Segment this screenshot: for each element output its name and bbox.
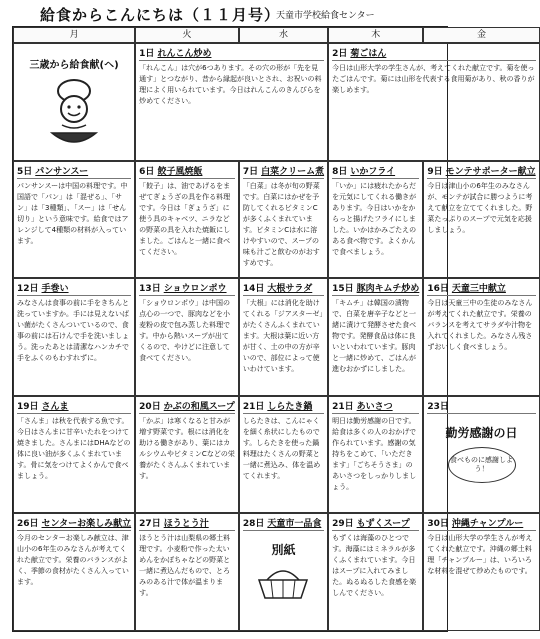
- dish-description: パンサンスーは中国の料理です。中国語で「パン」は「混ぜる」、「サン」は「3種類」、「スー」は「せん切り」という意味です。給食ではアレンジして4種類の材料が入っています。: [17, 181, 129, 245]
- dish-description: 今日は山形大学の学生さんが考えてくれた献立です。沖縄の郷土料理「チャンプルー」は、いろいろな材料を混ぜて炒めたものです。: [427, 534, 533, 576]
- weekday-header: 木: [328, 27, 423, 43]
- dish-name: 天童三中献立: [451, 284, 506, 295]
- dish-name: 餃子風焼飯: [157, 166, 203, 177]
- day-number: 14日: [242, 284, 265, 295]
- dish-name: 大根サラダ: [267, 284, 313, 295]
- menu-cell: [239, 396, 328, 514]
- dish-description: 今日は天童三中の生徒のみなさんが考えてくれた献立です。栄養のバランスを考えてサラダや汁物を入れてくれました。みなさん残さずおいしく食べましょう。: [427, 299, 533, 352]
- dish-description: みなさんは食事の前に手をきちんと洗っていますか。手には見えないばい菌がたくさんついているので、食事の前には石けんで手を洗いましょう。洗ったあとは清潔なハンカチで手をふくのもわすれずに。: [17, 299, 129, 363]
- menu-cell: [135, 513, 239, 631]
- page-title: 給食からこんにちは（１１月号）: [40, 6, 281, 24]
- dish-description: 「かぶ」は寒くなると甘みが増す野菜です。根には消化を助ける働きがあり、葉にはカルシウムやビタミンCなどの栄養がたくさんふくまれています。: [139, 416, 235, 480]
- dish-name: さんま: [41, 401, 69, 412]
- mascot-banner: 三歳から給食献(ヘ): [29, 60, 119, 72]
- dish-name: あいさつ: [356, 401, 393, 412]
- day-number: 9日: [427, 166, 443, 177]
- weekday-header: 水: [239, 27, 328, 43]
- day-number: 2日: [332, 49, 348, 59]
- menu-cell: [239, 161, 328, 279]
- dish-description: 「さんま」は秋を代表する魚です。今日はさんまに甘辛いたれをつけて焼きました。さんまにはDHAなどの体に良い油が多くふくまれています。骨に気をつけてよくかんで食べましょう。: [17, 416, 131, 480]
- holiday-name: 勤労感謝の日: [445, 425, 518, 440]
- dish-name: 菊ごはん: [350, 49, 387, 59]
- day-number: 28日: [242, 519, 265, 530]
- day-number: 20日: [139, 401, 161, 412]
- day-number: 27日: [139, 519, 161, 530]
- day-number: 26日: [17, 519, 39, 530]
- dish-name: いかフライ: [350, 166, 396, 177]
- dish-name: 天童市一品食: [267, 519, 322, 530]
- dish-description: 明日は勤労感謝の日です。給食は多くの人のおかげで作られています。感謝の気持ちをこめて、「いただきます」「ごちそうさま」のあいさつをしっかりしましょう。: [332, 416, 417, 491]
- dish-description: 「大根」には消化を助けてくれる「ジアスターゼ」がたくさんふくまれています。大根は葉に近い方が甘く、土の中の方が辛いので、部位によって使いわけています。: [242, 299, 323, 374]
- day-number: 30日: [427, 519, 449, 530]
- menu-cell: [135, 396, 239, 514]
- chef-mascot-icon: [34, 71, 114, 151]
- menu-cell: [328, 161, 423, 279]
- menu-cell: [13, 278, 135, 396]
- menu-cell: [328, 43, 540, 161]
- day-number: 19日: [17, 401, 39, 412]
- day-number: 21日: [332, 401, 354, 412]
- menu-cell: [13, 513, 135, 631]
- menu-cell: [135, 161, 239, 279]
- dish-name: 手巻い: [41, 284, 69, 295]
- school-name: 天童市学校給食センター: [276, 11, 375, 21]
- day-number: 15日: [332, 284, 354, 295]
- dish-name: モンテサポーター献立: [445, 166, 536, 177]
- dish-name: もずくスープ: [356, 519, 410, 530]
- day-number: 13日: [139, 284, 161, 295]
- dish-name: しらたき鍋: [267, 401, 313, 412]
- day-number: 21日: [242, 401, 265, 412]
- day-number: 29日: [332, 519, 354, 530]
- dish-name: れんこん炒め: [157, 49, 212, 59]
- menu-cell: [328, 513, 423, 631]
- menu-cell: [135, 278, 239, 396]
- dish-description: もずくは海藻のひとつです。海藻にはミネラルが多くふくまれています。今日はスープに入れてみました。ぬるぬるした食感を楽しんでください。: [332, 534, 417, 598]
- weekday-header: 火: [135, 27, 239, 43]
- dish-name: センターお楽しみ献立: [41, 519, 132, 530]
- menu-calendar: [12, 26, 536, 632]
- dish-description: 今日は山形大学の学生さんが、考えてくれた献立です。菊を使ったごはんです。菊には山形を代表する食用菊があり、秋の香りが楽しめます。: [332, 64, 535, 94]
- day-number: 23日: [427, 401, 449, 412]
- separate-sheet-note: 別紙: [271, 543, 296, 558]
- speech-bubble: 食べものに感謝しよう！: [448, 447, 516, 483]
- dish-description: 今月のセンターお楽しみ献立は、津山小の6年生のみなさんが考えてくれた献立です。栄養のバランスがよく、季節の食材がたくさん入っています。: [17, 534, 129, 587]
- dish-description: 「いか」には疲れたからだを元気にしてくれる働きがあります。今日はいかをからっと揚げたフライにしました。いかはかみごたえのある食べ物です。よくかんで食べましょう。: [332, 181, 417, 256]
- dish-name: 白菜クリーム煮: [261, 166, 325, 177]
- menu-cell: [13, 396, 135, 514]
- menu-cell: [423, 278, 539, 396]
- weekday-header: 金: [423, 27, 539, 43]
- dish-description: 「ショウロンポウ」は中国の点心の一つで、豚肉などを小麦粉の皮で包み蒸した料理です。中から熱いスープが出てくるので、やけどに注意して食べてください。: [139, 299, 231, 363]
- dish-description: 「キムチ」は韓国の漬物で、白菜を唐辛子などと一緒に漬けて発酵させた食べ物です。発酵食品は体に良いといわれています。豚肉と一緒に炒めて、ごはんが進むおかずにしました。: [332, 299, 417, 374]
- menu-cell: [13, 161, 135, 279]
- weekday-header: 月: [13, 27, 135, 43]
- dish-description: 「白菜」は冬が旬の野菜です。白菜にはかぜを予防してくれるビタミンCが多くふくまれています。ビタミンCは水に溶けやすいので、スープの味も汁ごと飲むのがおすすめです。: [242, 181, 320, 267]
- day-number: 12日: [17, 284, 39, 295]
- dish-name: 沖縄チャンプルー: [451, 519, 524, 530]
- day-number: 8日: [332, 166, 348, 177]
- dish-name: かぶの和風スープ: [163, 401, 235, 412]
- dish-name: 豚肉キムチ炒め: [356, 284, 420, 295]
- day-number: 6日: [139, 166, 155, 177]
- holiday-cell: [423, 396, 539, 514]
- mascot-cell: [13, 43, 135, 161]
- menu-cell: [328, 278, 423, 396]
- menu-cell: [239, 278, 328, 396]
- dish-description: 今日は津山小の6年生のみなさんが、モンテが試合に勝つように考えて献立を立ててくれました。野菜たっぷりのスープで元気を応援しましょう。: [427, 181, 533, 234]
- food-basket-icon: [253, 566, 313, 602]
- dish-description: しらたきは、こんにゃくを細く糸状にしたものです。しらたきを使った鍋料理はたくさんの野菜と一緒に煮込み、体を温めてくれます。: [242, 416, 321, 480]
- menu-cell: [135, 43, 328, 161]
- menu-cell: [423, 161, 539, 279]
- day-number: 7日: [242, 166, 259, 177]
- dish-name: ショウロンポウ: [163, 284, 227, 295]
- day-number: 16日: [427, 284, 449, 295]
- dish-description: ほうとう汁は山梨県の郷土料理です。小麦粉で作った太いめんをかぼちゃなどの野菜と一緒に煮込んだもので、とろみのある汁で体が温まります。: [139, 534, 231, 598]
- menu-cell: [328, 396, 423, 514]
- menu-cell: [239, 513, 328, 631]
- dish-name: パンサンスー: [35, 166, 89, 177]
- dish-description: 「餃子」は、油であげるをまぜてぎょうざの具を作る料理です。今日は「ぎょうざ」に使う具のキャベツ、ニラなどの野菜の具を入れた焼飯にしました。ごはんと一緒に食べてください。: [139, 181, 231, 256]
- day-number: 5日: [17, 166, 33, 177]
- dish-name: ほうとう汁: [163, 519, 209, 530]
- menu-cell: [423, 513, 539, 631]
- dish-description: 「れんこん」は穴が6つあります。その穴の形が「先を見通す」とつながり、昔から縁起が良いとされ、お祝いの料理によく用いられています。今日はれんこんのきんぴらを炒めてください。: [139, 64, 322, 105]
- day-number: 1日: [139, 49, 155, 59]
